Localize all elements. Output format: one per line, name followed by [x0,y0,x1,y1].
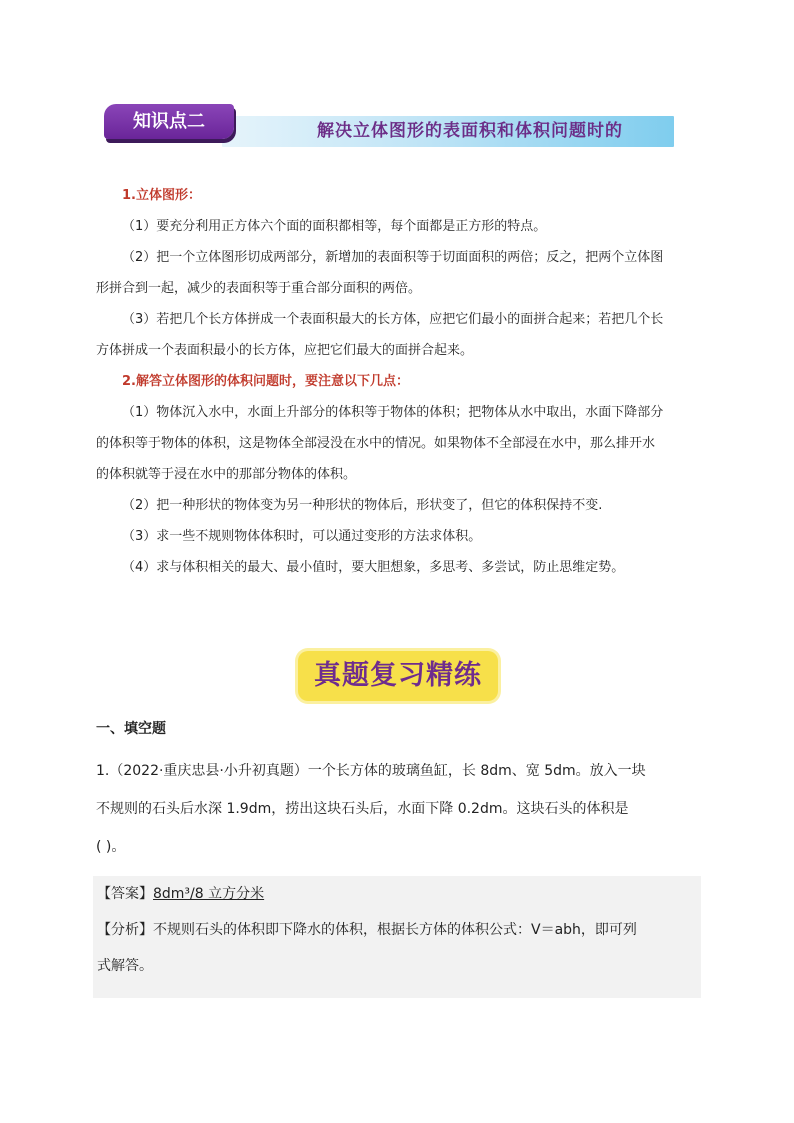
header-title-bar [222,116,674,147]
knowledge-item: 形拼合到一起，减少的表面积等于重合部分面积的两倍。 [96,281,422,296]
analysis-label: 【分析】 [97,922,153,938]
knowledge-heading-1: 1.立体图形： [122,188,201,203]
practice-banner: 真题复习精练 [298,651,498,701]
question-1 [96,752,706,866]
analysis-line [93,912,701,948]
knowledge-item: （1）要充分利用正方体六个面的面积都相等，每个面都是正方形的特点。 [122,219,547,234]
knowledge-item: （3）若把几个长方体拼成一个表面积最大的长方体，应把它们最小的面拼合起来；若把几个长 [122,312,664,327]
answer-label: 【答案】 [97,886,153,902]
analysis-line: 式解答。 [97,958,153,974]
knowledge-item: 的体积等于物体的体积，这是物体全部浸没在水中的情况。如果物体不全部浸在水中，那么排开水 [96,436,656,451]
knowledge-heading-2: 2.解答立体图形的体积问题时，要注意以下几点： [122,374,409,389]
knowledge-point-header [104,104,674,150]
question-line: ( )。 [96,839,126,855]
knowledge-item: （3）求一些不规则物体体积时，可以通过变形的方法求体积。 [122,529,482,544]
knowledge-item: （4）求与体积相关的最大、最小值时，要大胆想象，多思考、多尝试，防止思维定势。 [122,560,625,575]
knowledge-item: （2）把一个立体图形切成两部分，新增加的表面积等于切面面积的两倍；反之，把两个立体图 [122,250,664,265]
header-title: 解决立体图形的表面积和体积问题时的 [317,121,623,141]
knowledge-item: （1）物体沉入水中，水面上升部分的体积等于物体的体积；把物体从水中取出，水面下降部分 [122,405,664,420]
answer-box [93,876,701,998]
knowledge-item: （2）把一种形状的物体变为另一种形状的物体后，形状变了，但它的体积保持不变. [122,498,603,513]
header-tag: 知识点二 [104,104,234,139]
knowledge-item: 方体拼成一个表面积最小的长方体，应把它们最大的面拼合起来。 [96,343,474,358]
answer-line [93,876,701,912]
analysis-text: 不规则石头的体积即下降水的体积，根据长方体的体积公式：V＝abh，即可列 [153,922,637,938]
knowledge-item: 的体积就等于浸在水中的那部分物体的体积。 [96,467,357,482]
section-heading: 一、填空题 [96,721,166,737]
question-line: 不规则的石头后水深 1.9dm，捞出这块石头后，水面下降 0.2dm。这块石头的体积是 [96,801,629,817]
answer-value: 8dm³/8 立方分米 [153,886,265,902]
question-line: 1.（2022·重庆忠县·小升初真题）一个长方体的玻璃鱼缸，长 8dm、宽 5dm。放入一块 [96,763,646,779]
knowledge-content [96,180,706,583]
